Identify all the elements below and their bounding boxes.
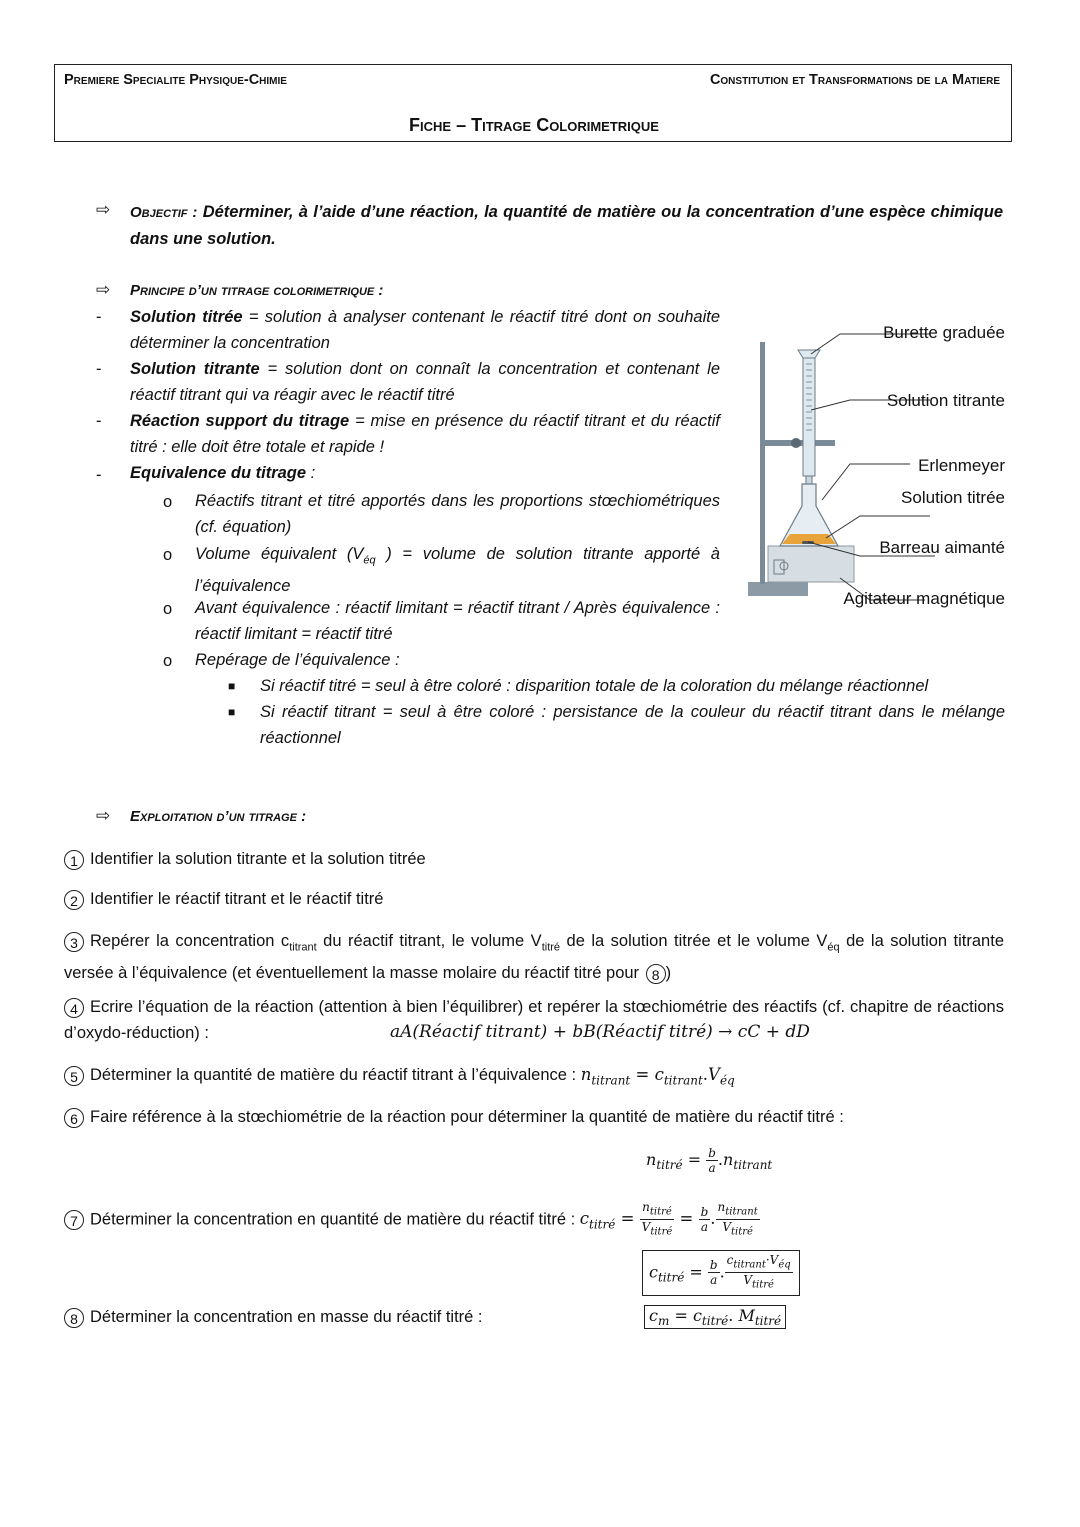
- list-item: [130, 460, 720, 486]
- step-7: 7 Déterminer la concentration en quantité de matière du réactif titré : $c_{titré}$ = $\frac{n_{titré}}{V_{titré}}$ = $\frac{b}{a}$ . $\frac{n_{titrant}}{V_{titré}}$: [64, 1200, 760, 1240]
- square-bullet: ■: [228, 679, 236, 693]
- term: Réaction support du titrage: [130, 412, 350, 430]
- arrow-icon: ⇨: [96, 280, 111, 299]
- sub-item: Repérage de l’équivalence :: [195, 651, 400, 669]
- step-5: 5 Déterminer la quantité de matière du réactif titrant à l’équivalence : $n_{titrant} = c_{titrant}.V_{éq}$: [64, 1062, 735, 1093]
- burette: [803, 356, 815, 476]
- subsub-item: Si réactif titré = seul à être coloré : disparition totale de la coloration du mélange réactionnel: [260, 677, 929, 695]
- label-stir-bar: Barreau aimanté: [879, 538, 1005, 557]
- formula-n-titre: $n_{titré}$ = $\frac{b}{a}$ $.n_{titrant}$: [646, 1146, 773, 1175]
- page-title: Fiche – Titrage Colorimetrique: [409, 115, 659, 135]
- step-1: 1 Identifier la solution titrante et la solution titrée: [64, 846, 426, 872]
- clamp-knob: [791, 438, 801, 448]
- definition: :: [306, 464, 316, 482]
- step-6: 6 Faire référence à la stœchiométrie de la réaction pour déterminer la quantité de matière du réactif titré :: [64, 1104, 844, 1130]
- subsub-item: Si réactif titrant = seul à être coloré : persistance de la couleur du réactif titrant dans le mélange réactionnel: [260, 703, 1005, 747]
- circle-bullet: o: [163, 546, 173, 564]
- header-course: Premiere Specialite Physique-Chimie: [64, 72, 287, 88]
- definition: = solution dont on connaît la concentration et contenant le réactif titrant qui va réagir avec le réactif titré: [130, 360, 720, 404]
- term: Solution titrante: [130, 360, 260, 378]
- label-titrated-solution: Solution titrée: [901, 488, 1005, 507]
- list-item: [130, 304, 720, 356]
- step-4: 4 Ecrire l’équation de la réaction (attention à bien l’équilibrer) et repérer la stœchiométrie des réactifs (cf. chapitre de réactions d’oxydo-réduction) :: [64, 998, 1004, 1042]
- circle-bullet: o: [163, 600, 173, 618]
- arrow-icon: ⇨: [96, 200, 111, 219]
- definition: = mise en présence du réactif titrant et du réactif titré : elle doit être totale et rapide !: [130, 412, 720, 456]
- label-stirrer: Agitateur magnétique: [843, 589, 1005, 608]
- objectif-text: Déterminer, à l’aide d’une réaction, la quantité de matière ou la concentration d’une espèce chimique dans une solution.: [130, 203, 1003, 248]
- circle-bullet: o: [163, 652, 173, 670]
- term: Solution titrée: [130, 308, 243, 326]
- label-erlenmeyer: Erlenmeyer: [918, 456, 1005, 475]
- list-item: [130, 356, 720, 408]
- sub-item: Avant équivalence : réactif limitant = réactif titrant / Après équivalence : réactif limitant = réactif titré: [195, 599, 720, 643]
- principe-heading: Principe d’un titrage colorimetrique :: [130, 282, 384, 299]
- stand-rod: [760, 342, 765, 584]
- boxed-formula-c-titre: $c_{titré}$ = $\frac{b}{a}$ . $\frac{c_{titrant}\cdot V_{éq}}{V_{titré}}$: [642, 1250, 800, 1296]
- stand-base: [748, 582, 808, 596]
- leader-line: [826, 516, 930, 538]
- objectif-section: [130, 199, 1003, 252]
- dash-bullet: -: [96, 466, 102, 484]
- boxed-formula-cm: $c_m = c_{titré}$. $M_{titré}$: [644, 1305, 786, 1329]
- arrow-icon: ⇨: [96, 806, 111, 825]
- definition: = solution à analyser contenant le réactif titré dont on souhaite déterminer la concentration: [130, 308, 720, 352]
- step-8: 8 Déterminer la concentration en masse du réactif titré :: [64, 1304, 483, 1330]
- header-chapter: Constitution et Transformations de la Matiere: [709, 72, 1000, 88]
- formula-n-titrant: $n_{titrant} = c_{titrant}.V_{éq}$: [580, 1065, 735, 1088]
- objectif-label: Objectif :: [130, 204, 198, 221]
- burette-top: [798, 350, 820, 358]
- reaction-equation: aA(Réactif titrant) + bB(Réactif titré) → cC + dD: [390, 1022, 810, 1042]
- dash-bullet: -: [96, 308, 102, 326]
- label-burette: Burette graduée: [883, 323, 1005, 342]
- circle-bullet: o: [163, 493, 173, 511]
- sub-item: Réactifs titrant et titré apportés dans les proportions stœchiométriques (cf. équation): [195, 492, 720, 536]
- square-bullet: ■: [228, 705, 236, 719]
- formula-c-titre: $c_{titré}$ = $\frac{n_{titré}}{V_{titré}}$ = $\frac{b}{a}$ . $\frac{n_{titrant}}{V_{titré}}$: [579, 1200, 758, 1238]
- step-3: 3 Repérer la concentration $c_{titrant}$ du réactif titrant, le volume $V_{titré}$ de la solution titrée et le volume $V_{éq}$ de la solution titrante versée à l’équivalence (et éventuellement la masse molaire du réactif titré pour 8 ): [64, 932, 1004, 983]
- dash-bullet: -: [96, 360, 102, 378]
- sub-item-veq: Volume équivalent ($V_{éq}$ ) = volume de solution titrante apporté à l’équivalence: [195, 545, 720, 596]
- exploitation-heading: Exploitation d’un titrage :: [130, 808, 307, 825]
- step-2: 2 Identifier le réactif titrant et le réactif titré: [64, 886, 383, 912]
- label-titrant-solution: Solution titrante: [886, 391, 1005, 410]
- leader-line: [822, 464, 910, 500]
- term: Equivalence du titrage: [130, 464, 307, 482]
- principe-list: [130, 304, 720, 486]
- list-item: [130, 408, 720, 460]
- dash-bullet: -: [96, 412, 102, 430]
